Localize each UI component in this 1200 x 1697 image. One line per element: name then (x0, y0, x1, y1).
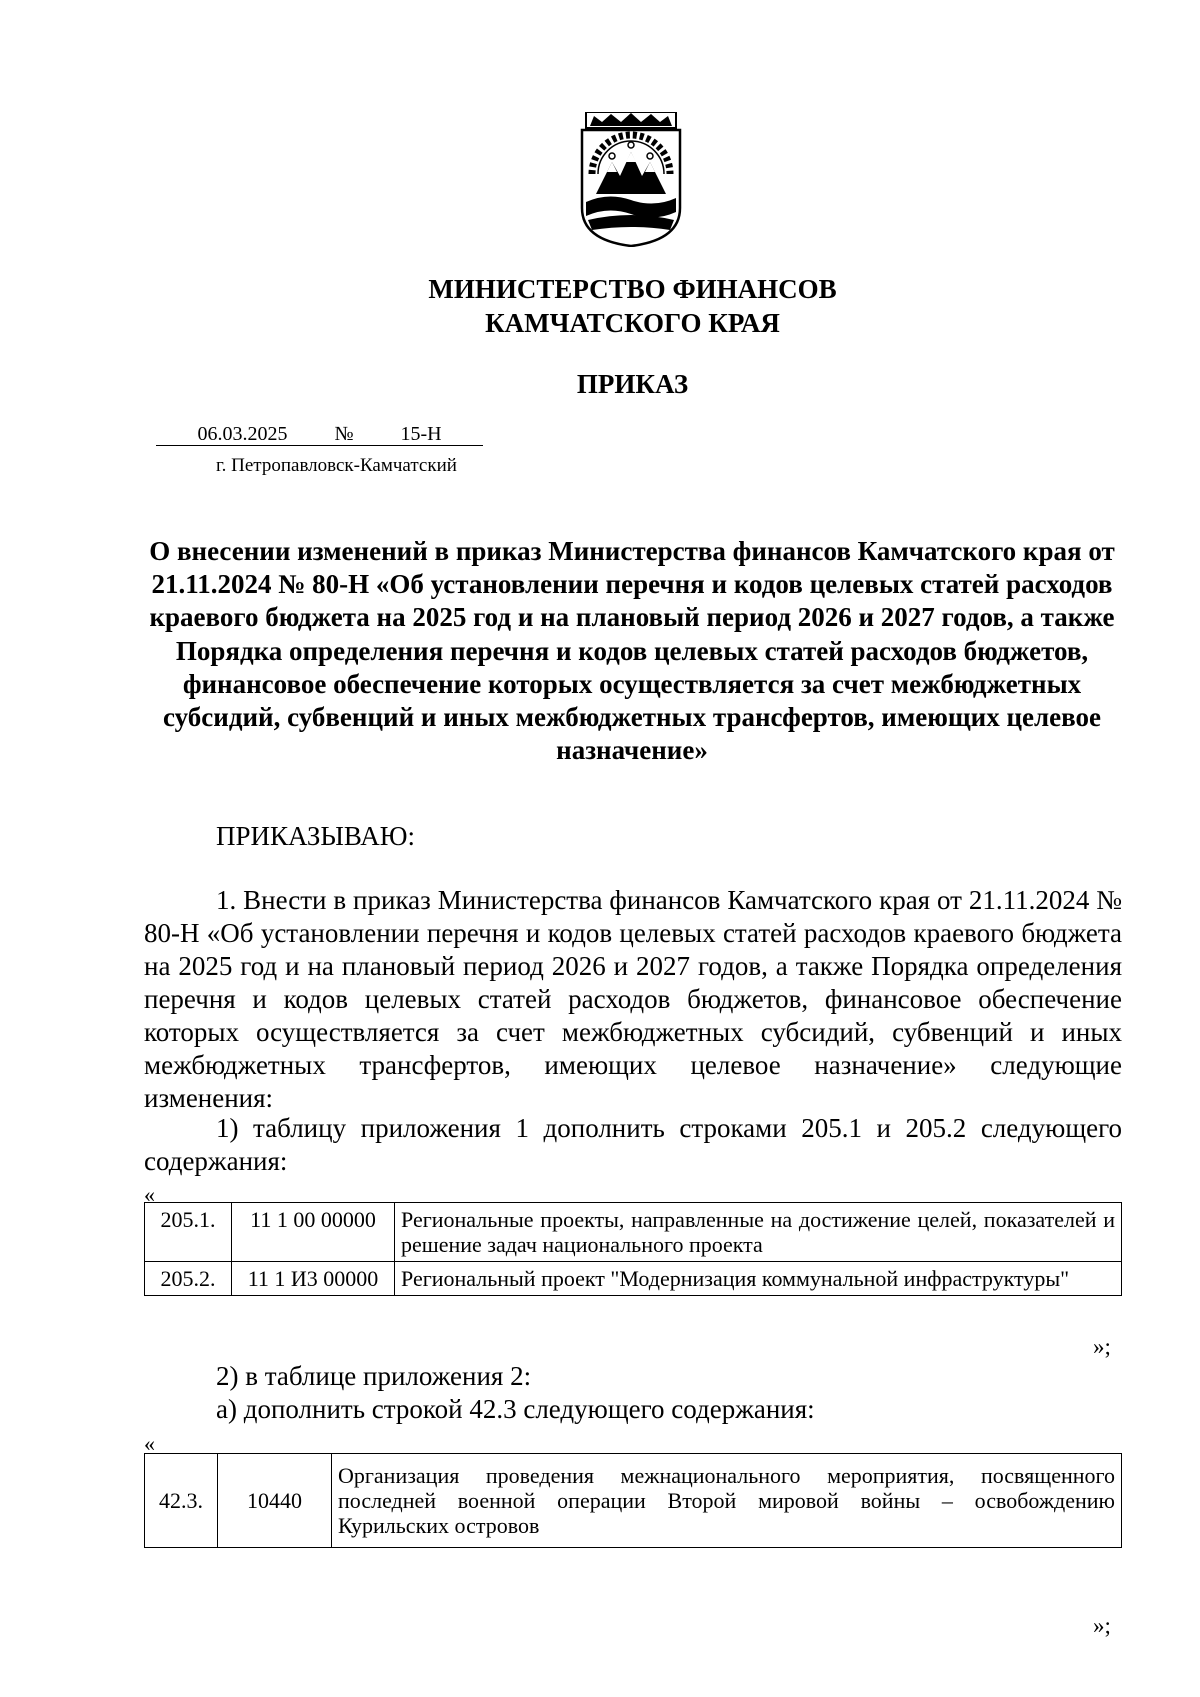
paragraph-1: 1. Внести в приказ Министерства финансов Камчатского края от 21.11.2024 № 80-Н «Об установлении перечня и кодов целевых статей расходов краевого бюджета на 2025 год и на плановый период 2026 и 2027 годов, а также Порядка определения перечня и кодов целевых статей расходов бюджетов, финансовое обеспечение которых осуществляется за счет межбюджетных субсидий, субвенций и иных межбюджетных трансфертов, имеющих целевое назначение» следующие изменения: (144, 885, 1122, 1113)
kamchatka-coat-of-arms-icon (578, 112, 684, 247)
quote-open-1: « (144, 1182, 155, 1207)
document-title: О внесении изменений в приказ Министерства финансов Камчатского края от 21.11.2024 № 80-Н «Об установлении перечня и кодов целевых статей расходов краевого бюджета на 2025 год и на плановый период 2026 и 2027 годов, а также Порядка определения перечня и кодов целевых статей расходов бюджетов, финансовое обеспечение которых осуществляется за счет межбюджетных субсидий, субвенций и иных межбюджетных трансфертов, имеющих целевое назначение» (149, 536, 1115, 766)
row-number: 42.3. (145, 1454, 218, 1548)
quote-close-2: »; (1093, 1613, 1111, 1638)
table-row (145, 1262, 1122, 1296)
table-appendix-1 (144, 1202, 1122, 1296)
row-code: 10440 (218, 1454, 332, 1548)
paragraph-item-2: 2) в таблице приложения 2: (216, 1361, 532, 1391)
paragraph-item-1: 1) таблицу приложения 1 дополнить строками 205.1 и 205.2 следующего содержания: (144, 1113, 1122, 1176)
table-row (145, 1454, 1122, 1548)
row-number: 205.2. (145, 1262, 232, 1296)
row-name: Региональные проекты, направленные на достижение целей, показателей и решение задач национального проекта (395, 1203, 1122, 1262)
order-word: ПРИКАЗЫВАЮ: (216, 821, 415, 851)
row-name: Организация проведения межнационального мероприятия, посвященного последней военной операции Второй мировой войны – освобождению Курильских островов (332, 1454, 1122, 1548)
paragraph-item-2a: а) дополнить строкой 42.3 следующего содержания: (216, 1394, 815, 1424)
table-row (145, 1203, 1122, 1262)
row-code: 11 1 00 00000 (232, 1203, 395, 1262)
city: г. Петропавловск-Камчатский (216, 455, 457, 476)
number-sign: № (329, 423, 359, 446)
document-type: ПРИКАЗ (576, 369, 689, 399)
organization-name-line1: МИНИСТЕРСТВО ФИНАНСОВ (428, 274, 837, 304)
document-date: 06.03.2025 (156, 423, 329, 446)
row-name: Региональный проект "Модернизация коммунальной инфраструктуры" (395, 1262, 1122, 1296)
table-appendix-2 (144, 1453, 1122, 1548)
quote-close-1: »; (1093, 1334, 1111, 1359)
row-number: 205.1. (145, 1203, 232, 1262)
document-number: 15-Н (359, 423, 483, 446)
row-code: 11 1 И3 00000 (232, 1262, 395, 1296)
quote-open-2: « (144, 1431, 155, 1456)
date-number-line (156, 421, 483, 447)
organization-name-line2: КАМЧАТСКОГО КРАЯ (485, 308, 780, 338)
